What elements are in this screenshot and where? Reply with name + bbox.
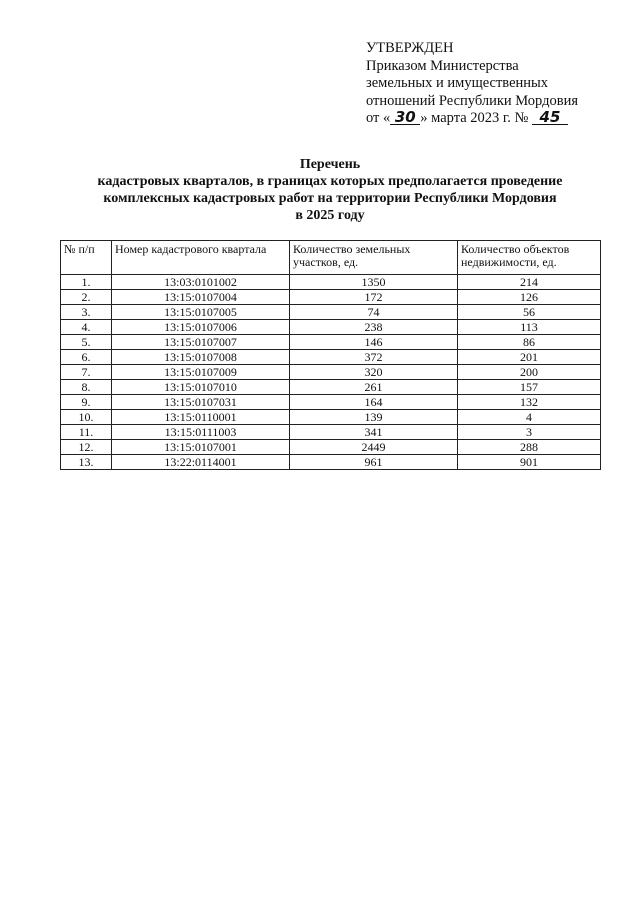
cell-quarter: 13:15:0110001 [112,410,290,425]
header-quarter-number: Номер кадастрового квартала [112,241,290,275]
cell-objects: 3 [458,425,601,440]
date-suffix: » марта 2023 г. № [420,110,529,127]
cell-objects: 214 [458,275,601,290]
cell-objects: 201 [458,350,601,365]
table-row [61,320,601,335]
order-number-handwritten: 45 [532,110,568,125]
cell-objects: 86 [458,335,601,350]
table-row [61,395,601,410]
header-land-plots: Количество земельных участков, ед. [290,241,458,275]
cell-quarter: 13:15:0107008 [112,350,290,365]
cell-objects: 200 [458,365,601,380]
cell-land-plots: 238 [290,320,458,335]
cell-number: 2. [61,290,112,305]
cell-quarter: 13:15:0107006 [112,320,290,335]
cell-objects: 126 [458,290,601,305]
cell-land-plots: 146 [290,335,458,350]
cell-number: 12. [61,440,112,455]
cell-number: 4. [61,320,112,335]
title-line-1: Перечень [299,157,361,172]
cell-land-plots: 139 [290,410,458,425]
cell-objects: 901 [458,455,601,470]
table-row [61,455,601,470]
cell-number: 1. [61,275,112,290]
cell-quarter: 13:15:0107007 [112,335,290,350]
cell-number: 13. [61,455,112,470]
cell-number: 6. [61,350,112,365]
cell-quarter: 13:15:0107004 [112,290,290,305]
cell-land-plots: 261 [290,380,458,395]
approval-heading: УТВЕРЖДЕН [366,40,454,56]
cell-number: 8. [61,380,112,395]
cell-quarter: 13:15:0107005 [112,305,290,320]
date-day-handwritten: 30 [390,110,420,125]
cell-number: 10. [61,410,112,425]
header-number: № п/п [61,241,112,275]
cell-quarter: 13:15:0107010 [112,380,290,395]
cell-quarter: 13:15:0107031 [112,395,290,410]
cell-number: 3. [61,305,112,320]
table-row [61,275,601,290]
cell-objects: 288 [458,440,601,455]
cell-land-plots: 320 [290,365,458,380]
table-row [61,290,601,305]
cell-quarter: 13:15:0111003 [112,425,290,440]
cell-quarter: 13:22:0114001 [112,455,290,470]
approval-line-4: отношений Республики Мордовия [366,92,579,109]
date-prefix: от « [366,110,391,127]
cell-land-plots: 164 [290,395,458,410]
title-line-4: в 2025 году [295,208,365,223]
cell-land-plots: 961 [290,455,458,470]
table-row [61,365,601,380]
table-row [61,305,601,320]
table-row [61,410,601,425]
cell-land-plots: 172 [290,290,458,305]
approval-block [366,40,626,128]
cell-number: 7. [61,365,112,380]
cell-land-plots: 74 [290,305,458,320]
cell-land-plots: 372 [290,350,458,365]
header-real-estate-objects: Количество объектов недвижимости, ед. [458,241,601,275]
table-header-row [61,241,601,275]
table-row [61,440,601,455]
approval-line-2: Приказом Министерства [366,57,519,74]
cell-objects: 56 [458,305,601,320]
table-row [61,350,601,365]
document-title [60,156,600,224]
approval-date-line [366,110,626,128]
cell-land-plots: 2449 [290,440,458,455]
cell-quarter: 13:15:0107001 [112,440,290,455]
table-row [61,335,601,350]
cell-number: 9. [61,395,112,410]
table-row [61,425,601,440]
table-row [61,380,601,395]
table-body [61,275,601,470]
approval-line-3: земельных и имущественных [366,75,549,92]
cell-quarter: 13:03:0101002 [112,275,290,290]
cell-objects: 4 [458,410,601,425]
cell-objects: 113 [458,320,601,335]
cell-number: 5. [61,335,112,350]
title-line-2: кадастровых кварталов, в границах которых предполагается проведение [97,174,563,189]
title-line-3: комплексных кадастровых работ на территории Республики Мордовия [103,191,557,206]
cell-number: 11. [61,425,112,440]
cell-objects: 132 [458,395,601,410]
cadastral-quarters-table [60,240,601,470]
cell-land-plots: 341 [290,425,458,440]
cell-quarter: 13:15:0107009 [112,365,290,380]
cell-land-plots: 1350 [290,275,458,290]
cell-objects: 157 [458,380,601,395]
